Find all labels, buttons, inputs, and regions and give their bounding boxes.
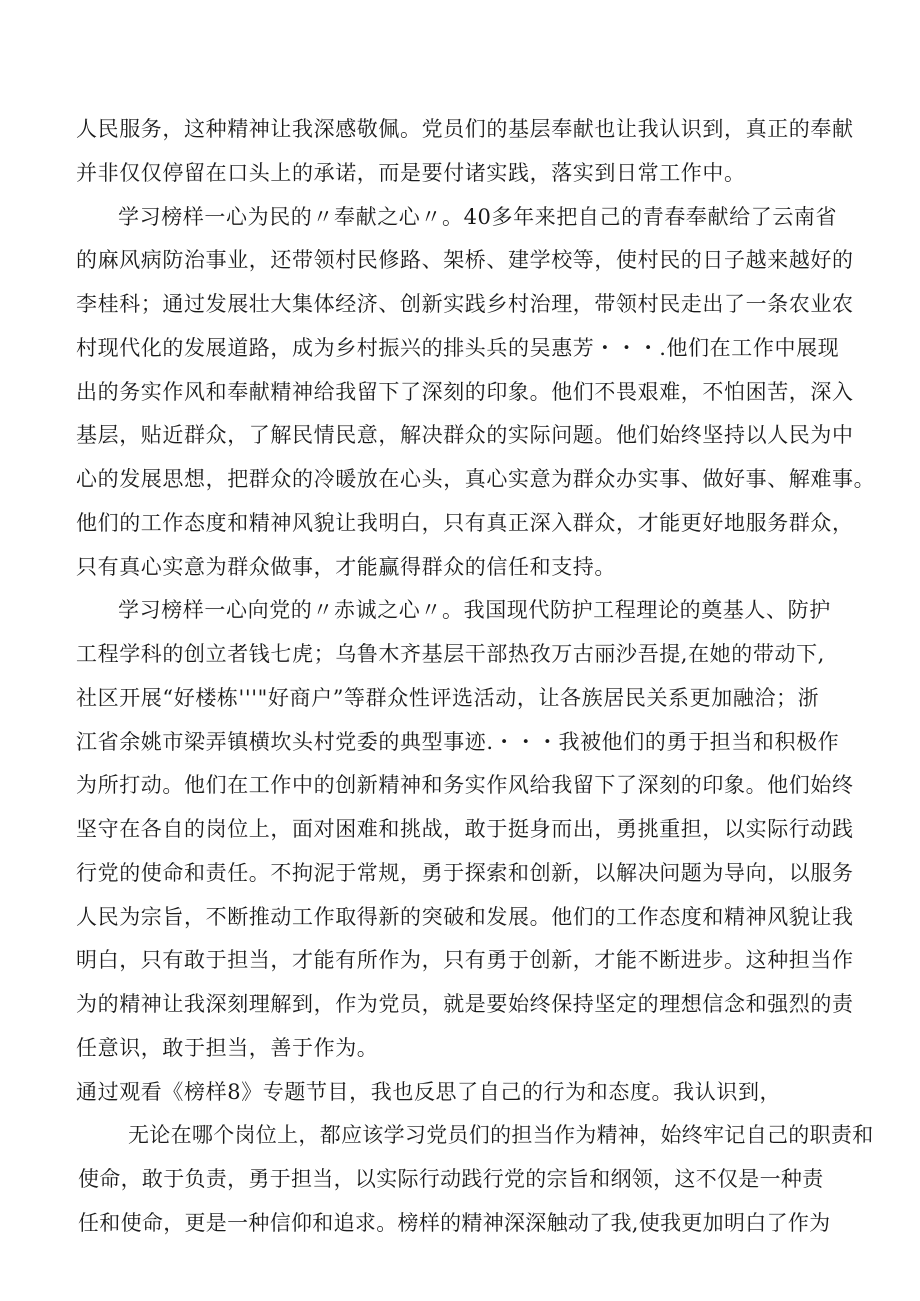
text-line: 只有真心实意为群众做事，才能赢得群众的信任和支持。 bbox=[76, 555, 616, 579]
text-line: 任和使命，更是一种信仰和追求。榜样的精神深深触动了我,使我更加明白了作为 bbox=[78, 1211, 831, 1235]
text-line: 李桂科；通过发展壮大集体经济、创新实践乡村治理，带领村民走出了一条农业农 bbox=[76, 292, 854, 316]
paragraph-start-line: 无论在哪个岗位上，都应该学习党员们的担当作为精神，始终牢记自己的职责和 bbox=[128, 1123, 874, 1147]
paragraph-start-line: 学习榜样一心向党的〃赤诚之心〃。我国现代防护工程理论的奠基人、防护 bbox=[118, 598, 831, 622]
text-line: 通过观看《榜样8》专题节目，我也反思了自己的行为和态度。我认识到， bbox=[76, 1080, 782, 1104]
text-line: 心的发展思想，把群众的冷暖放在心头，真心实意为群众办实事、做好事、解难事。 bbox=[76, 467, 876, 491]
text-line: 行党的使命和责任。不拘泥于常规，勇于探索和创新，以解决问题为导向，以服务 bbox=[76, 861, 854, 885]
text-line: 人民为宗旨，不断推动工作取得新的突破和发展。他们的工作态度和精神风貌让我 bbox=[76, 905, 854, 929]
text-line: 并非仅仅停留在口头上的承诺，而是要付诸实践，落实到日常工作中。 bbox=[76, 161, 746, 185]
text-line: 明白，只有敢于担当，才能有所作为，只有勇于创新，才能不断进步。这种担当作 bbox=[76, 948, 854, 972]
text-line: 为的精神让我深刻理解到，作为党员，就是要始终保持坚定的理想信念和强烈的责 bbox=[76, 992, 854, 1016]
text-line: 任意识，敢于担当，善于作为。 bbox=[76, 1036, 379, 1060]
text-line: 出的务实作风和奉献精神给我留下了深刻的印象。他们不畏艰难，不怕困苦，深入 bbox=[76, 380, 854, 404]
text-line: 社区开展“好楼栋'''"好商户”等群众性评选活动，让各族居民关系更加融洽；浙 bbox=[76, 686, 820, 710]
text-line: 江省余姚市梁弄镇横坎头村党委的典型事迹.・・・我被他们的勇于担当和积极作 bbox=[76, 730, 840, 754]
text-line: 的麻风病防治事业，还带领村民修路、架桥、建学校等，使村民的日子越来越好的 bbox=[76, 248, 854, 272]
text-line: 为所打动。他们在工作中的创新精神和务实作风给我留下了深刻的印象。他们始终 bbox=[76, 773, 854, 797]
text-line: 他们的工作态度和精神风貌让我明白，只有真正深入群众，才能更好地服务群众， bbox=[76, 511, 854, 535]
text-line: 基层，贴近群众，了解民情民意，解决群众的实际问题。他们始终坚持以人民为中 bbox=[76, 423, 854, 447]
text-line: 坚守在各自的岗位上，面对困难和挑战，敢于挺身而出，勇挑重担，以实际行动践 bbox=[76, 817, 854, 841]
text-line: 村现代化的发展道路，成为乡村振兴的排头兵的吴惠芳・・・.他们在工作中展现 bbox=[76, 336, 840, 360]
paragraph-start-line: 学习榜样一心为民的〃奉献之心〃。40多年来把自己的青春奉献给了云南省 bbox=[118, 205, 838, 229]
text-line: 工程学科的创立者钱七虎；乌鲁木齐基层干部热孜万古丽沙吾提,在她的带动下, bbox=[76, 642, 825, 666]
text-line: 人民服务，这种精神让我深感敬佩。党员们的基层奉献也让我认识到，真正的奉献 bbox=[76, 117, 854, 141]
text-line: 使命，敢于负责，勇于担当，以实际行动践行党的宗旨和纲领，这不仅是一种责 bbox=[78, 1167, 824, 1191]
